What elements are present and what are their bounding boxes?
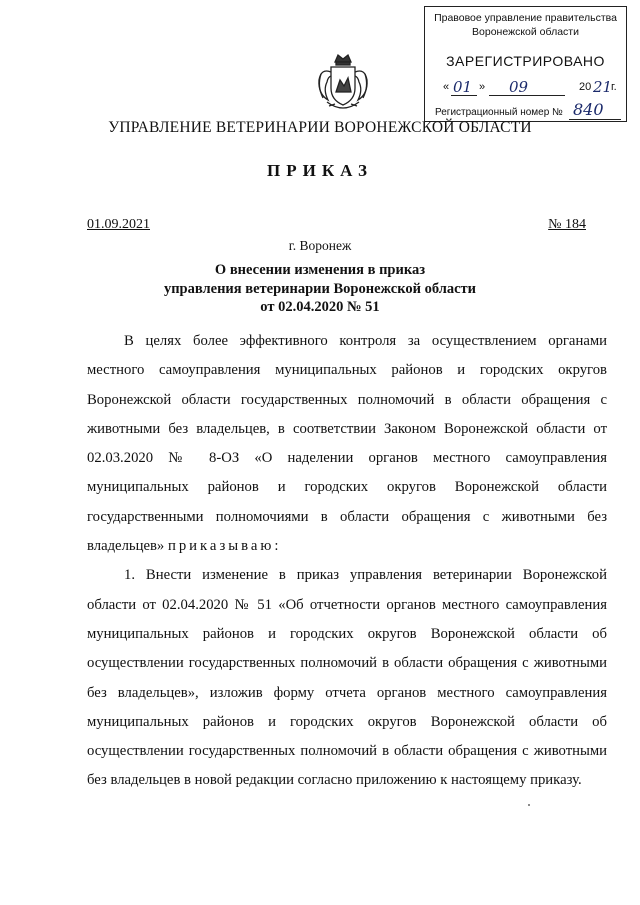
- stamp-status: ЗАРЕГИСТРИРОВАНО: [446, 53, 605, 69]
- stamp-reg-label: Регистрационный номер №: [435, 107, 563, 118]
- item-1-paragraph: 1. Внести изменение в приказ управления ветеринарии Воронежской области от 02.04.2020 № 51 «Об отчетности органов местного самоуправления муниципальных районов и городских округов Воронежской области об осуществлении государственных полномочий в области обращения с животными без владельцев», изложив форму отчета органов местного самоуправления муниципальных районов и городских округов Воронежской области об осуществлении государственных полномочий в области обращения с животными без владельцев в новой редакции согласно приложению к настоящему приказу.: [87, 567, 607, 789]
- stamp-year-prefix: 20: [579, 81, 592, 93]
- stamp-date-row: [443, 78, 617, 99]
- stamp-year-suffix: 21: [593, 78, 613, 96]
- order-number: № 184: [548, 217, 586, 232]
- order-word: приказываю:: [167, 538, 282, 555]
- stamp-open-quote: «: [443, 81, 450, 93]
- stamp-month: 09: [509, 78, 529, 96]
- stamp-year-unit: г.: [611, 81, 617, 93]
- stamp-authority-line2: Воронежской области: [472, 26, 579, 38]
- subject-line-2: управления ветеринарии Воронежской области: [163, 280, 477, 297]
- order-date: 01.09.2021: [87, 217, 150, 232]
- subject-line-1: О внесении изменения в приказ: [214, 262, 426, 278]
- city: г. Воронеж: [288, 238, 352, 253]
- stamp-authority-line1: Правовое управление правительства: [434, 12, 617, 24]
- scan-speck: [528, 804, 530, 806]
- stamp-reg-row: [435, 100, 604, 119]
- registration-stamp: [424, 6, 627, 122]
- organization-name: УПРАВЛЕНИЕ ВЕТЕРИНАРИИ ВОРОНЕЖСКОЙ ОБЛАСТИ: [108, 119, 532, 136]
- stamp-close-quote: »: [479, 81, 486, 93]
- preamble-paragraph: [87, 327, 607, 561]
- coat-of-arms-emblem: [313, 50, 373, 116]
- document-type-title: ПРИКАЗ: [267, 161, 373, 180]
- stamp-reg-number: 840: [573, 100, 604, 119]
- stamp-authority: [425, 11, 626, 39]
- stamp-day: 01: [453, 78, 473, 96]
- subject-line-3: от 02.04.2020 № 51: [260, 299, 380, 315]
- order-subject: [0, 261, 640, 317]
- preamble-text: В целях более эффективного контроля за осуществлением органами местного самоуправления муниципальных районов и городских округов Воронежской области государственных полномочий в области обращения с животными без владельцев, в соответствии Законом Воронежской области от 02.03.2020 № 8-ОЗ «О наделении органов местного самоуправления муниципальных районов и городских округов Воронежской области государственными полномочиями в области обращения с животными без владельцев»: [87, 333, 607, 555]
- document-body: [87, 327, 607, 796]
